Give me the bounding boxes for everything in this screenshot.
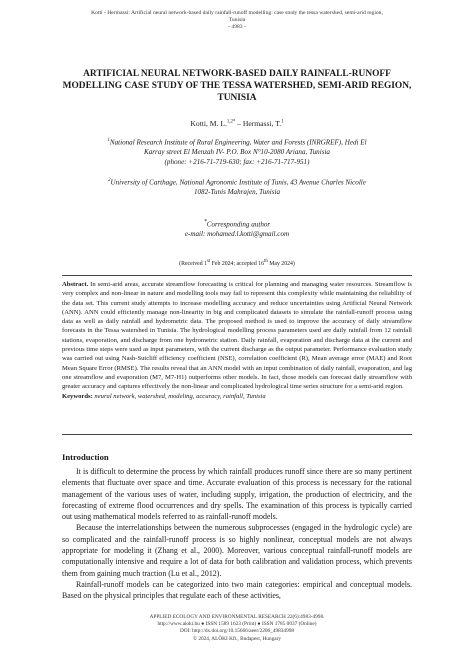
received-sup-2: th	[264, 259, 268, 264]
footer-issn[interactable]: http://www.aloki.hu ● ISSN 1589 1623 (Print) ● ISSN 1785 0037 (Online)	[157, 621, 317, 628]
journal-footer	[0, 614, 474, 643]
received-dates	[0, 259, 474, 267]
author-2: Hermassi, T.	[242, 119, 282, 128]
paper-title: ARTIFICIAL NEURAL NETWORK-BASED DAILY RAINFALL-RUNOFF MODELLING CASE STUDY OF THE TESSA WATERSHED, SEMI-ARID REGION, TUNISIA	[62, 69, 412, 104]
introduction-body	[62, 466, 412, 602]
paragraph: It is difficult to determine the process by which rainfall produces runoff since there are so many pertinent elements that fluctuate over space and time. Accurate evaluation of this process is necessary for the rational management of the various uses of water, including supply, irrigation, the production of electricity, and the forecasting of extreme flood occurrences and dry spells. The examination of this process is typically carried out using mathematical models referred to as rainfall-runoff models.	[62, 467, 412, 522]
received-text-3: May 2024)	[267, 260, 295, 267]
abstract	[62, 280, 412, 401]
running-head-line2: Tunisia	[228, 17, 246, 23]
running-head-page: - 4983 -	[228, 24, 246, 30]
footer-journal: APPLIED ECOLOGY AND ENVIRONMENTAL RESEARCH 22(6):4983-4998.	[149, 614, 325, 620]
received-sup-1: st	[207, 259, 211, 264]
author-separator: –	[235, 119, 243, 128]
author-1-sup: 1,2*	[226, 119, 236, 125]
footer-doi[interactable]: DOI: http://dx.doi.org/10.15666/aeer/2206_49834998	[179, 628, 295, 635]
running-head-line1: Kotti - Hermassi: Artificial neural network-based daily rainfall-runoff modelling: case study the tessa watershed, semi-arid region,	[91, 10, 383, 16]
section-heading-introduction: Introduction	[62, 452, 109, 462]
abstract-label: Abstract.	[62, 281, 89, 288]
affiliation-2	[78, 176, 396, 198]
corresponding-sup: *	[203, 219, 207, 225]
affiliation-1-line2: Karray street El Menzah IV- P.O. Box N°10-2080 Ariana, Tunisia	[144, 147, 330, 156]
affiliation-1	[78, 136, 396, 167]
author-list	[0, 119, 474, 128]
keywords: neural network, watershed, modeling, accuracy, rainfall, Tunisia	[92, 392, 266, 400]
corresponding-author	[0, 218, 474, 240]
affiliation-2-line1: University of Carthage, National Agronomic Institute of Tunis, 43 Avenue Charles Nicolle	[110, 178, 366, 187]
received-text-1: (Received 1	[179, 260, 207, 267]
affiliation-1-line1: National Research Institute of Rural Engineering, Water and Forests (INRGREF), Hedi El	[109, 138, 367, 147]
corresponding-label: Corresponding author	[206, 220, 271, 229]
paragraph: Because the interrelationships between the numerous subprocesses (engaged in the hydrologic cycle) are so complicated and the rainfall-runoff process is so highly nonlinear, conceptual models are not always appropriate for modeling it (Zhang et al., 2000). Moreover, various conceptual rainfall-runoff models are computationally intensive and require a lot of data for both calibration and validation process, which prevents them from gaining much traction (Lu et al., 2012).	[62, 523, 412, 578]
author-1: Kotti, M. L.	[190, 119, 227, 128]
affiliation-2-sup: 2	[108, 178, 111, 183]
affiliation-1-phone: (phone: +216-71-719-630; fax: +216-71-717-951)	[164, 157, 310, 166]
abstract-text: In semi-arid areas, accurate streamflow forecasting is critical for planning and managing water resources. Streamflow is very complex and non-linear in nature and modelling tools may fail to represent this complexity while maintaining the reliability of the data set. This current study attempts to increase modelling accuracy and reduce uncertainties using Artificial Neural Network (ANN). ANN could efficiently manage non-linearity in big and complicated datasets to simulate the rainfall-runoff process using data as well as daily rainfall and hydrometric data. The proposed method is used to improve the accuracy of daily streamflow forecasts in the Tessa watershed in Tunisia. The hydrological modelling process parameters used are daily rainfall from 12 rainfall stations, evaporation, and discharge from one hydrometric station. Daily rainfall, evaporation and discharge data at the current and previous time steps were used as input parameters, with the current discharge as the output parameter. Performance evaluation study was carried out using Nash-Sutcliff efficiency coefficient (NSE), correlation coefficient (R), Mean average error (MAE) and Root Mean Square Error (RMSE). The results reveal that an ANN model with an input combination of daily rainfall, evaporation, and lag one streamflow and evaporation (M7, M7-H1) outperforms other models. In fact, those models can forecast daily streamflow with greater accuracy and captures effectively the non-linear and complicated hydrological time series structure for a semi-arid region.	[62, 281, 412, 391]
abstract-top-rule	[62, 275, 412, 276]
running-head	[60, 10, 414, 31]
received-text-2: Feb 2024; accepted 16	[210, 260, 264, 267]
abstract-bottom-rule	[62, 434, 412, 435]
affiliation-2-line2: 1082-Tunis Mahrajen, Tunisia	[193, 187, 281, 196]
corresponding-email[interactable]: e-mail: mohamed.l.kotti@gmail.com	[184, 229, 290, 238]
paragraph: Rainfall-runoff models can be categorized into two main categories: empirical and conceptual models. Based on the physical principles that regulate each of these activities,	[62, 579, 412, 601]
affiliation-1-sup: 1	[107, 138, 110, 143]
footer-copyright: © 2024, ALÖKI Kft., Budapest, Hungary	[192, 635, 282, 642]
keywords-label: Keywords:	[62, 392, 93, 400]
author-2-sup: 1	[281, 119, 284, 125]
